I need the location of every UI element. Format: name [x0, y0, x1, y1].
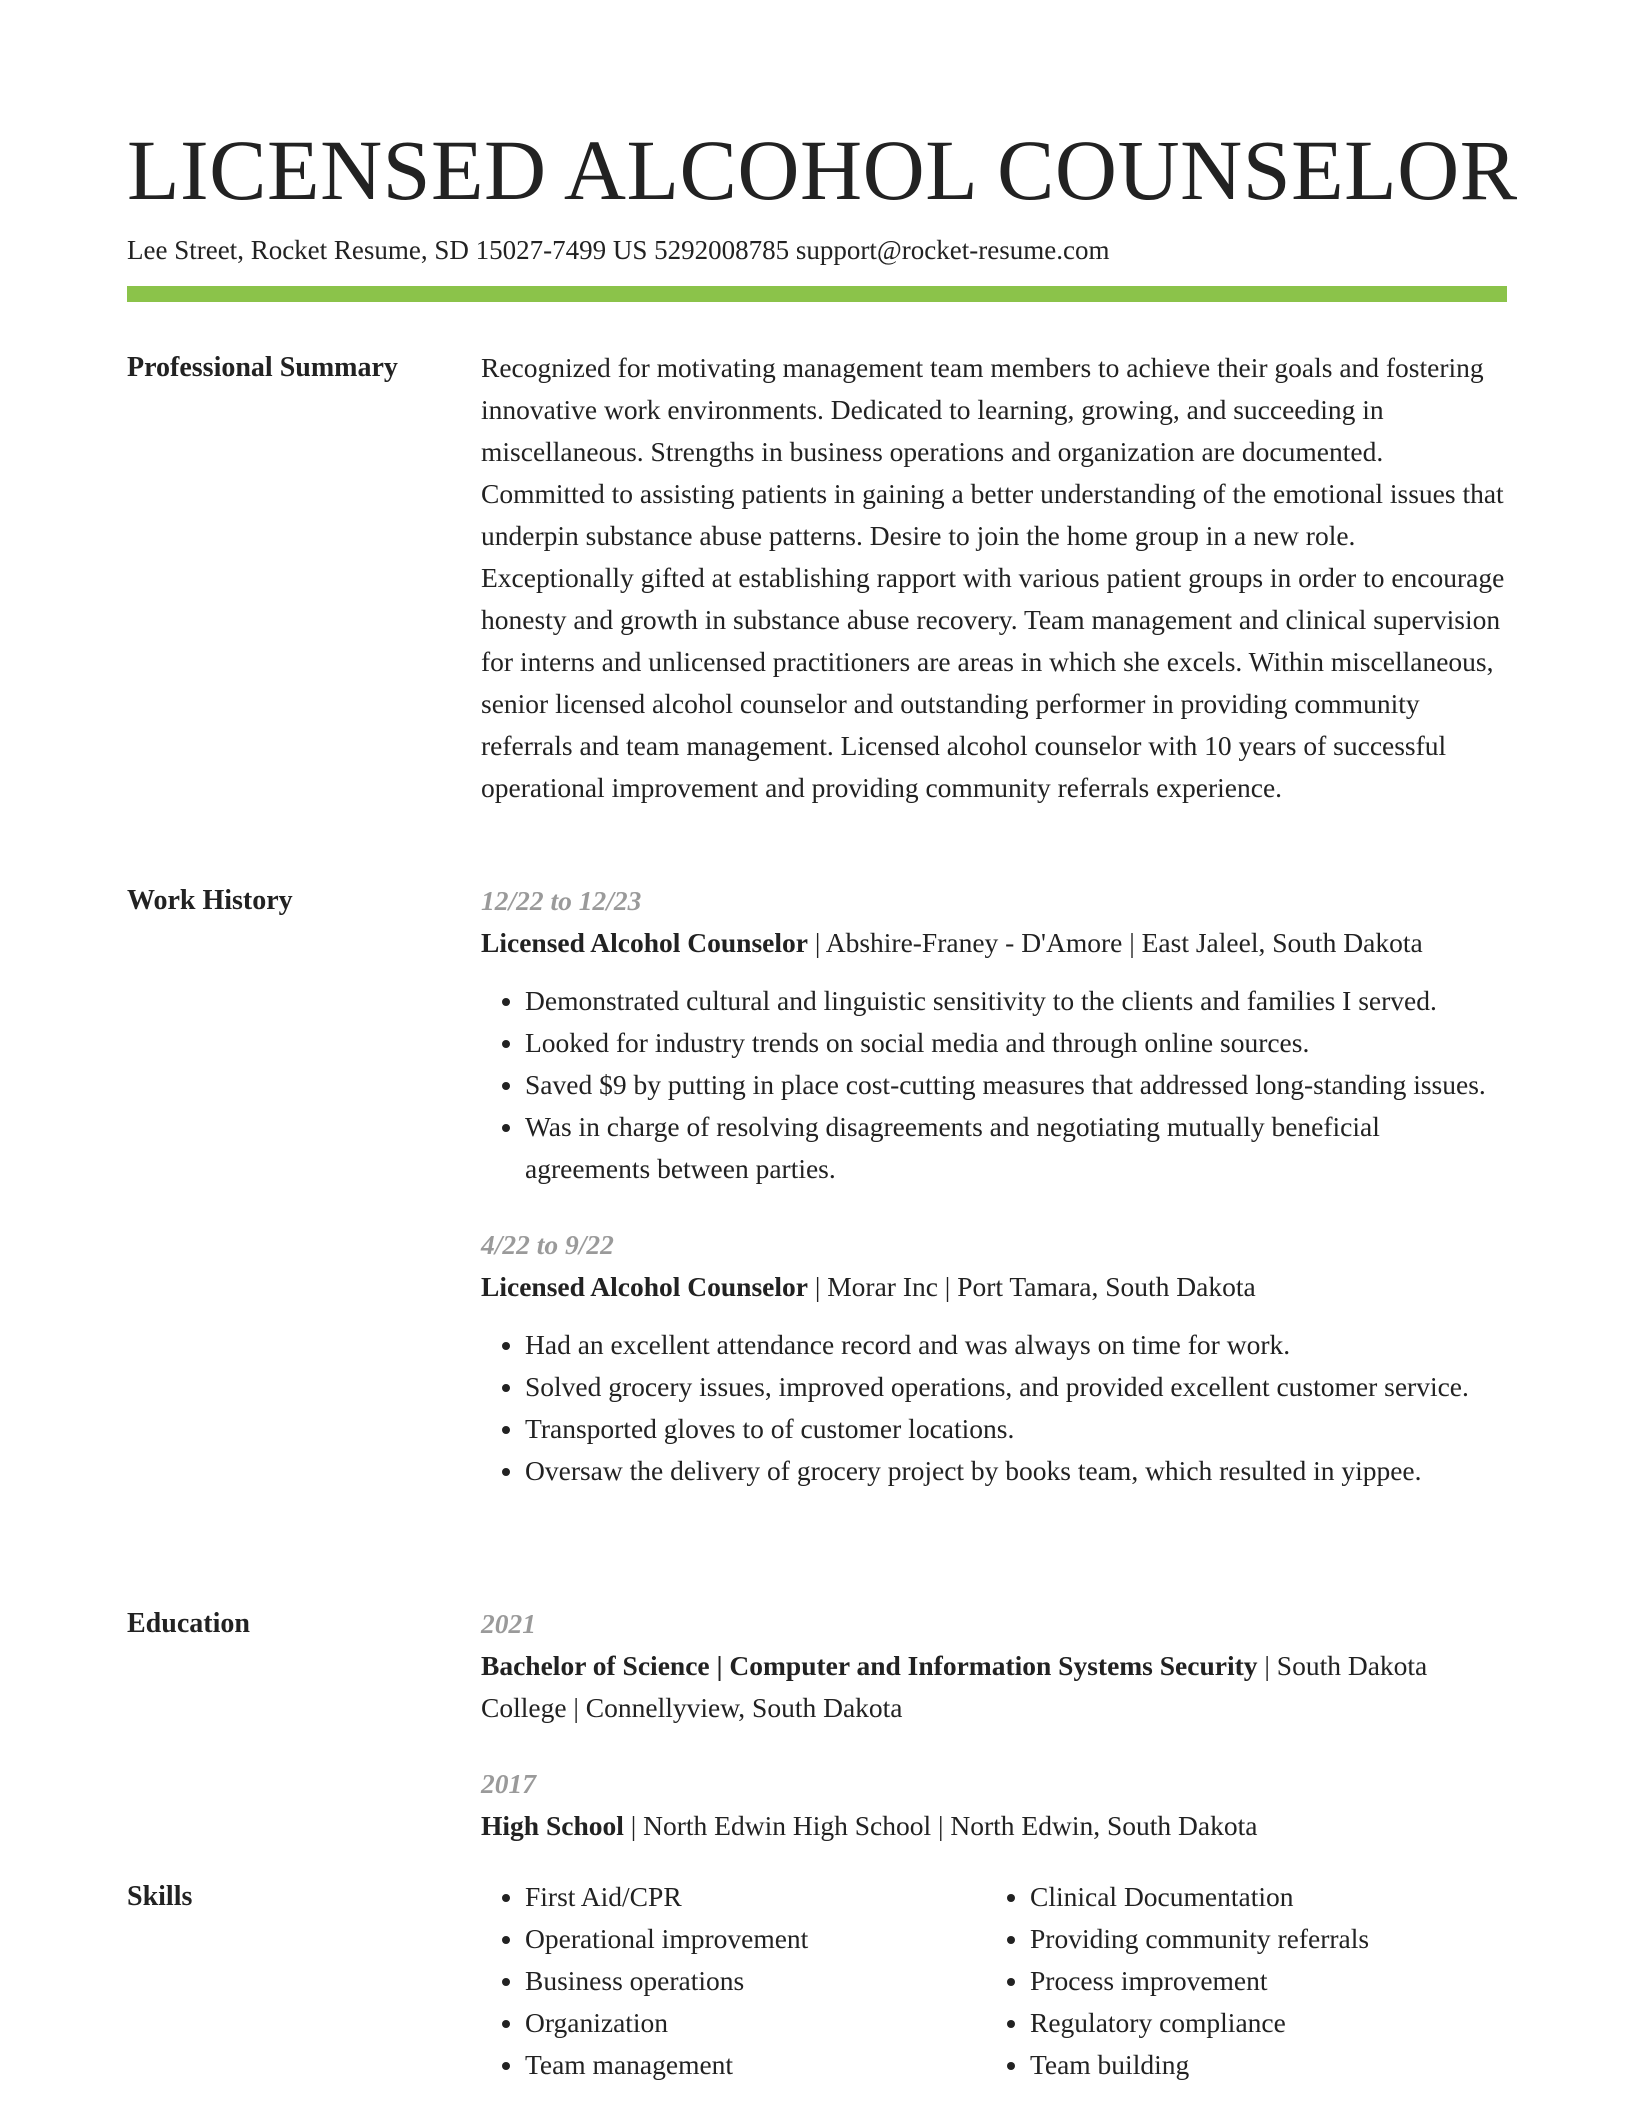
work-history-body — [481, 880, 1507, 1492]
list-item: • Was in charge of resolving disagreements and negotiating mutually beneficial agreements between parties. — [525, 1106, 1507, 1190]
education-entry — [481, 1763, 1507, 1847]
skills-list-right — [986, 1876, 1491, 2086]
education-year: 2017 — [481, 1768, 536, 1799]
list-item: • Organization — [525, 2002, 986, 2044]
list-item: • Saved $9 by putting in place cost-cutting measures that addressed long-standing issues. — [525, 1064, 1507, 1106]
job-entry — [481, 880, 1507, 1190]
education-body — [481, 1603, 1507, 1847]
list-item: • Transported gloves to of customer locations. — [525, 1408, 1507, 1450]
resume-title: LICENSED ALCOHOL COUNSELOR — [127, 122, 1518, 218]
list-item: • Oversaw the delivery of grocery project by books team, which resulted in yippee. — [525, 1450, 1507, 1492]
list-item: • Operational improvement — [525, 1918, 986, 1960]
list-item: • Demonstrated cultural and linguistic sensitivity to the clients and families I served. — [525, 980, 1507, 1022]
skills-body — [481, 1876, 1507, 2086]
list-item: • Clinical Documentation — [1030, 1876, 1491, 1918]
list-item: • First Aid/CPR — [525, 1876, 986, 1918]
list-item: • Process improvement — [1030, 1960, 1491, 2002]
section-label-skills: Skills — [127, 1881, 193, 1912]
section-label-education: Education — [127, 1608, 250, 1639]
job-bullets — [481, 1324, 1507, 1492]
job-role: Licensed Alcohol Counselor — [481, 927, 808, 958]
education-degree: Bachelor of Science | Computer and Information Systems Security — [481, 1650, 1258, 1681]
skills-list-left — [481, 1876, 986, 2086]
education-line — [481, 1805, 1507, 1847]
list-item: • Looked for industry trends on social media and through online sources. — [525, 1022, 1507, 1064]
job-entry — [481, 1224, 1507, 1492]
job-details: | Morar Inc | Port Tamara, South Dakota — [807, 1271, 1256, 1302]
education-line — [481, 1645, 1507, 1729]
list-item: • Team building — [1030, 2044, 1491, 2086]
skills-columns — [481, 1876, 1507, 2086]
education-entry — [481, 1603, 1507, 1729]
summary-body — [481, 347, 1507, 809]
job-title-line — [481, 1266, 1507, 1308]
job-dates: 12/22 to 12/23 — [481, 885, 642, 916]
list-item: • Had an excellent attendance record and was always on time for work. — [525, 1324, 1507, 1366]
list-item: • Business operations — [525, 1960, 986, 2002]
list-item: • Solved grocery issues, improved operations, and provided excellent customer service. — [525, 1366, 1507, 1408]
section-label-summary: Professional Summary — [127, 352, 398, 383]
education-year: 2021 — [481, 1608, 536, 1639]
job-dates: 4/22 to 9/22 — [481, 1229, 614, 1260]
job-bullets — [481, 980, 1507, 1190]
contact-line: Lee Street, Rocket Resume, SD 15027-7499 US 5292008785 support@rocket-resume.com — [127, 235, 1110, 265]
list-item: • Providing community referrals — [1030, 1918, 1491, 1960]
summary-text: Recognized for motivating management team members to achieve their goals and fostering innovative work environments. Dedicated to learning, growing, and succeeding in miscellaneous. Strengths in business operations and organization are documented. Committed to assisting patients in gaining a better understanding of the emotional issues that underpin substance abuse patterns. Desire to join the home group in a new role. Exceptionally gifted at establishing rapport with various patient groups in order to encourage honesty and growth in substance abuse recovery. Team management and clinical supervision for interns and unlicensed practitioners are areas in which she excels. Within miscellaneous, senior licensed alcohol counselor and outstanding performer in providing community referrals and team management. Licensed alcohol counselor with 10 years of successful operational improvement and providing community referrals experience. — [481, 352, 1505, 803]
job-role: Licensed Alcohol Counselor — [481, 1271, 808, 1302]
education-details: | North Edwin High School | North Edwin, South Dakota — [623, 1810, 1258, 1841]
education-details: | South Dakota College | Connellyview, South Dakota — [481, 1650, 1428, 1723]
header-accent-rule — [127, 286, 1507, 302]
job-title-line — [481, 922, 1507, 964]
list-item: • Team management — [525, 2044, 986, 2086]
job-details: | Abshire-Franey - D'Amore | East Jaleel, South Dakota — [807, 927, 1423, 958]
education-degree: High School — [481, 1810, 624, 1841]
section-label-work-history: Work History — [127, 885, 293, 916]
list-item: • Regulatory compliance — [1030, 2002, 1491, 2044]
